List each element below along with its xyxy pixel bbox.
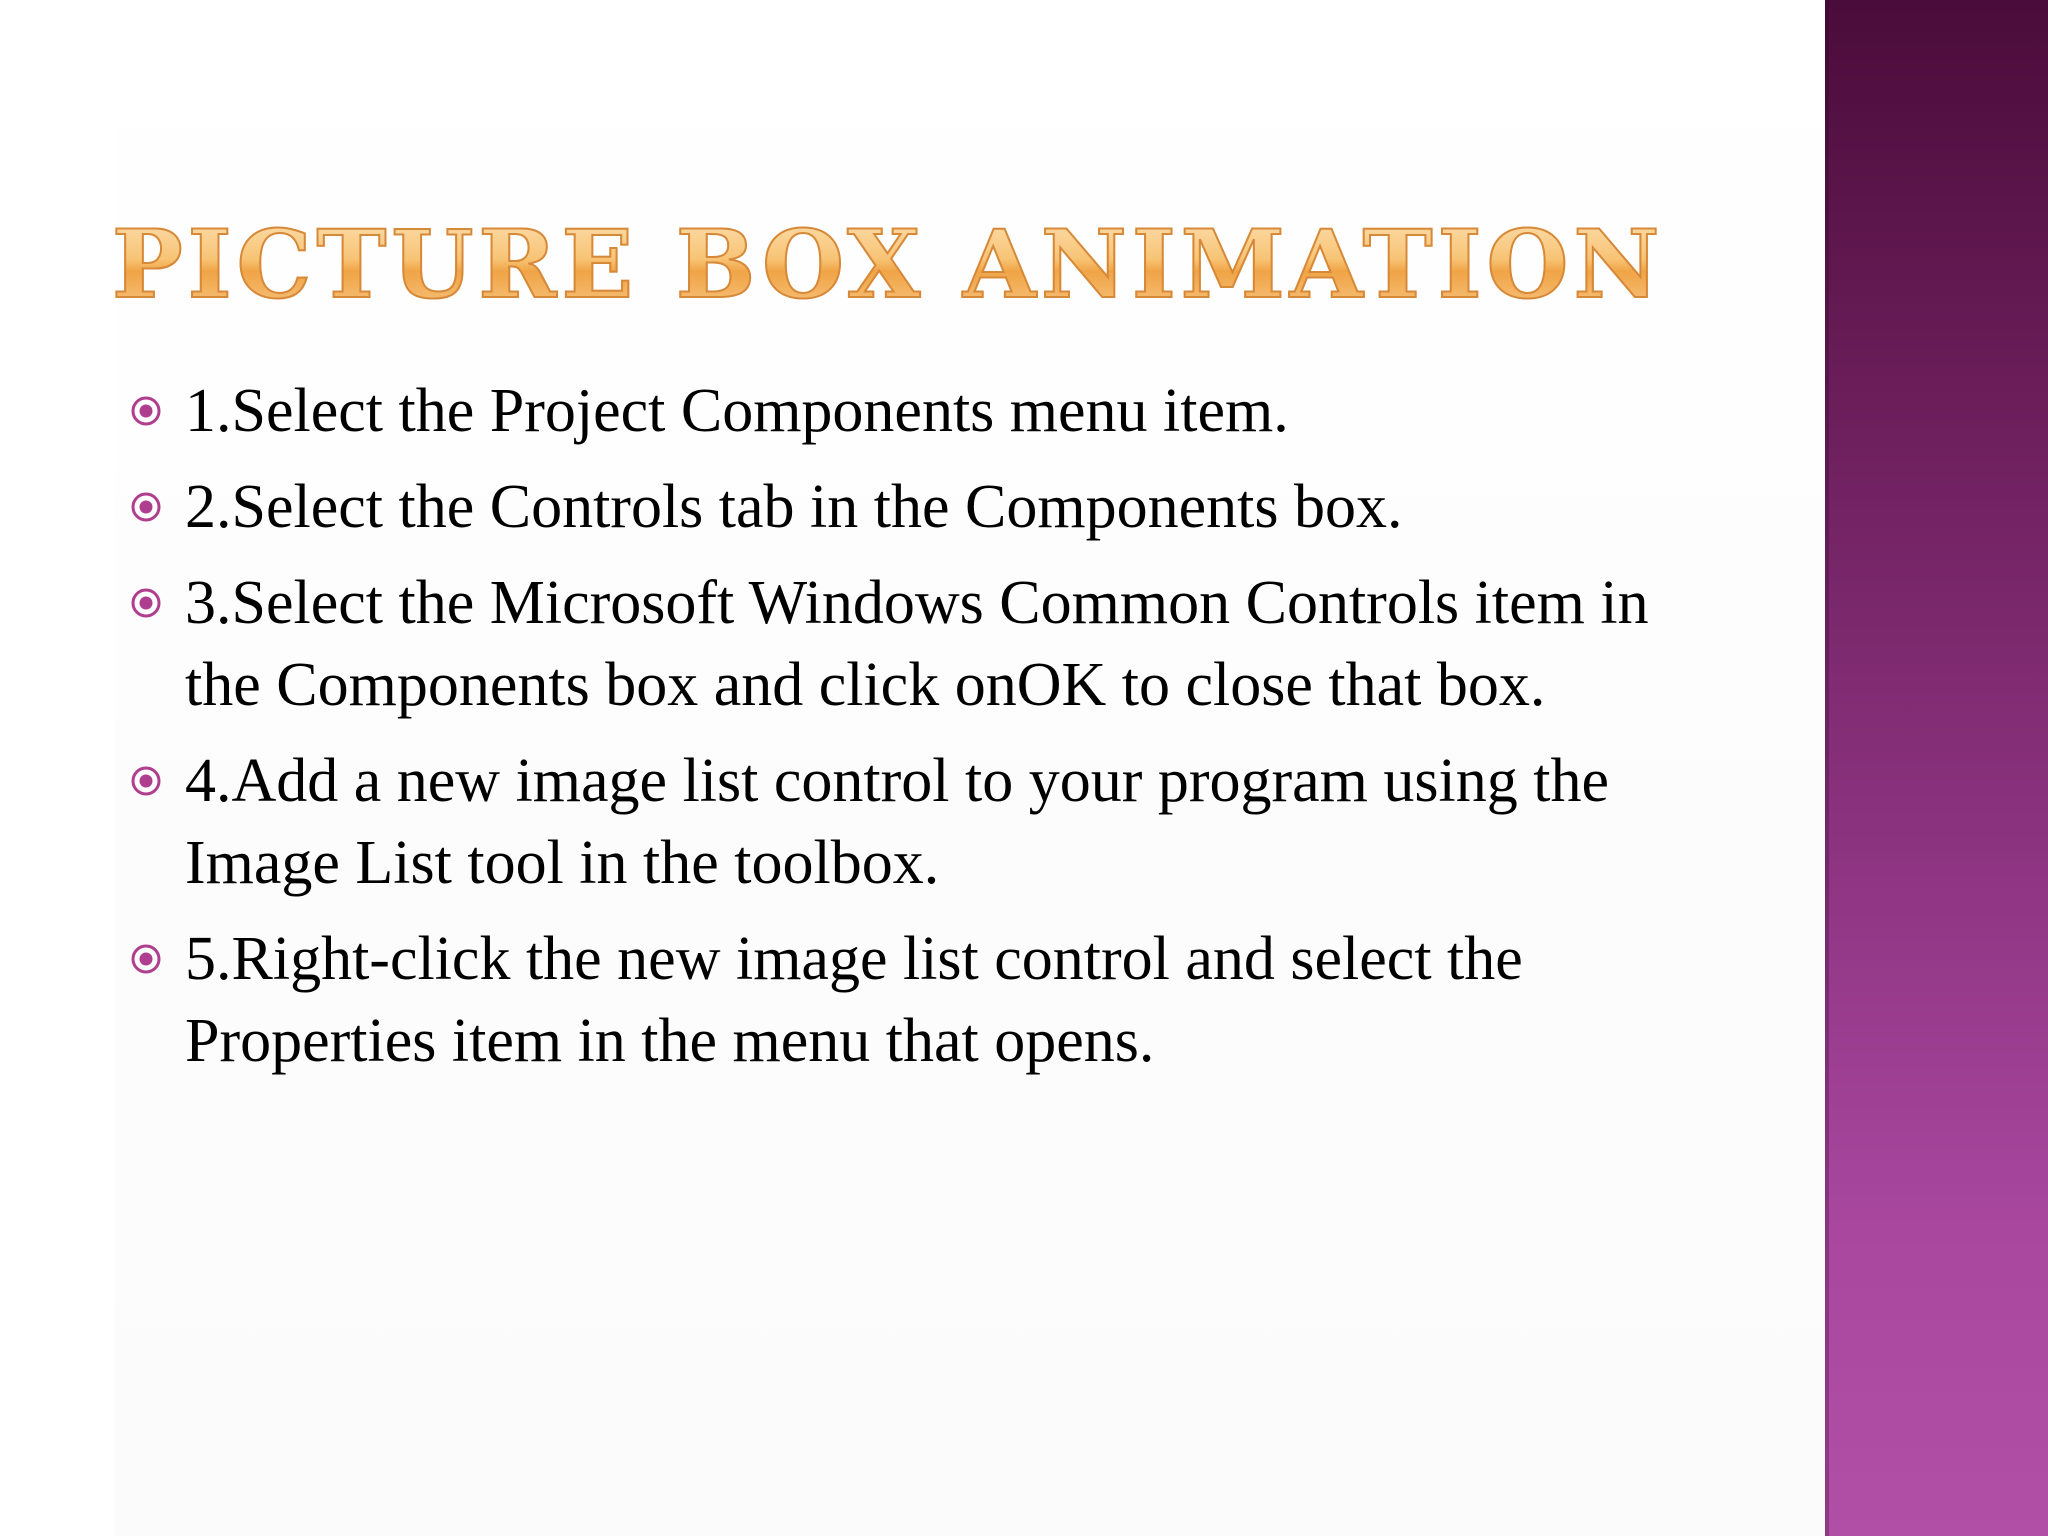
- bullet-text: 4.Add a new image list control to your program using the Image List tool in the toolbox.: [185, 747, 1610, 897]
- slide-title: PICTURE BOX ANIMATION: [112, 200, 1664, 330]
- bullet-list: [130, 370, 1690, 1096]
- bullet-item: [130, 740, 1690, 904]
- bullet-text: 1.Select the Project Components menu item.: [185, 377, 1289, 445]
- circled-dot-bullet-icon: [130, 587, 162, 619]
- circled-dot-bullet-icon: [130, 491, 162, 523]
- circled-dot-bullet-icon: [130, 943, 162, 975]
- bullet-item: [130, 466, 1690, 548]
- decorative-sidebar: [1825, 0, 2048, 1536]
- bullet-item: [130, 918, 1690, 1082]
- sidebar-edge: [1825, 0, 1829, 1536]
- bullet-text: 2.Select the Controls tab in the Components box.: [185, 473, 1403, 541]
- bullet-item: [130, 370, 1690, 452]
- circled-dot-bullet-icon: [130, 765, 162, 797]
- circled-dot-bullet-icon: [130, 395, 162, 427]
- bullet-text: 5.Right-click the new image list control and select the Properties item in the menu that opens.: [185, 925, 1523, 1075]
- bullet-text: 3.Select the Microsoft Windows Common Controls item in the Components box and click onOK to close that box.: [185, 569, 1649, 719]
- bullet-item: [130, 562, 1690, 726]
